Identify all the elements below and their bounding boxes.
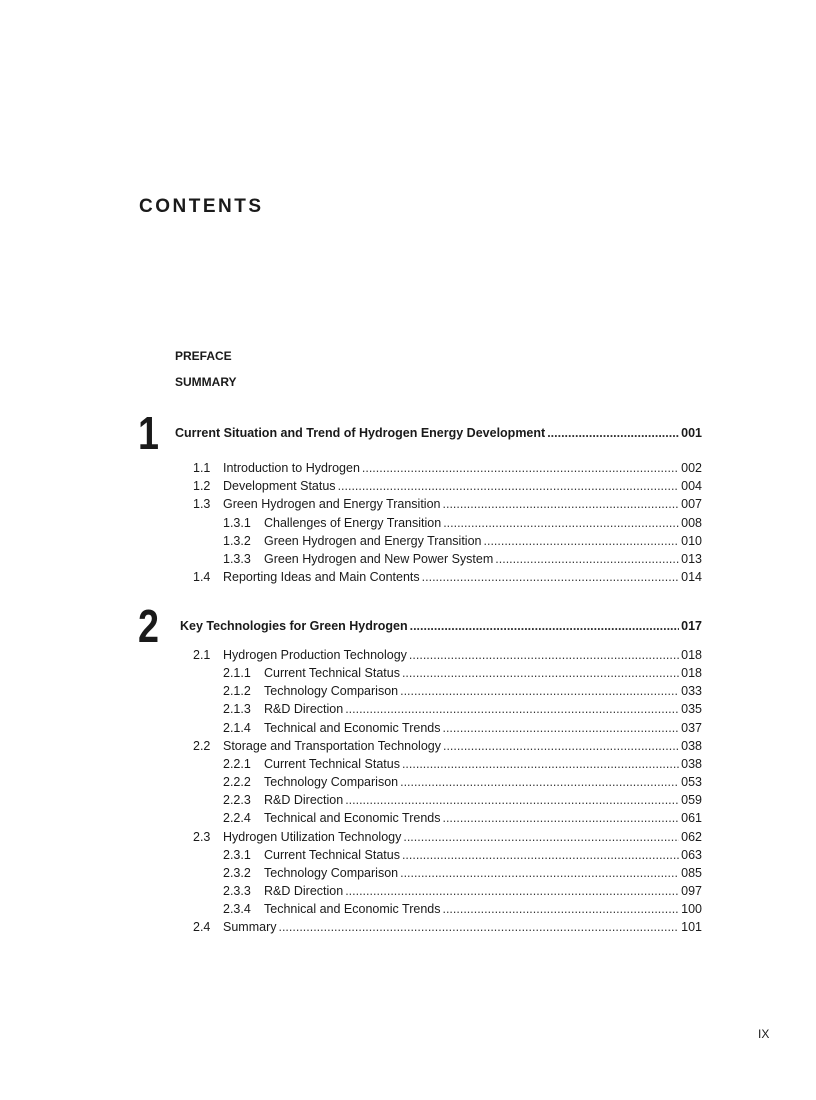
section-title: Reporting Ideas and Main Contents (223, 570, 420, 585)
toc-entry[interactable] (223, 701, 702, 717)
toc-entry[interactable] (223, 720, 702, 736)
section-title: Hydrogen Utilization Technology (223, 829, 402, 844)
section-number: 2.2.1 (223, 756, 251, 771)
toc-preface[interactable]: PREFACE (175, 349, 232, 363)
section-number: 2.2 (193, 738, 211, 753)
section-number: 2.1.2 (223, 684, 251, 699)
page-ref: 010 (681, 533, 702, 548)
chapter-number: 2 (138, 600, 159, 652)
leader-dots (484, 533, 680, 549)
leader-dots (400, 683, 679, 699)
leader-dots (400, 865, 679, 881)
leader-dots (422, 569, 679, 585)
page-number: IX (758, 1027, 770, 1041)
toc-entry[interactable] (223, 901, 702, 917)
section-title: Development Status (223, 479, 336, 494)
section-number: 1.3 (193, 497, 211, 512)
toc-entry[interactable] (223, 865, 702, 881)
chapter-title: Current Situation and Trend of Hydrogen Energy Development (175, 426, 546, 440)
section-title: Current Technical Status (264, 666, 400, 681)
page-ref: 059 (681, 793, 702, 808)
toc-entry[interactable] (223, 883, 702, 899)
section-number: 2.1.3 (223, 702, 251, 717)
page-ref: 053 (681, 775, 702, 790)
section-title: R&D Direction (264, 884, 344, 899)
leader-dots (345, 883, 679, 899)
toc-entry[interactable] (193, 647, 702, 663)
toc-entry[interactable] (193, 919, 702, 935)
toc-summary[interactable]: SUMMARY (175, 375, 237, 389)
section-title: Technical and Economic Trends (264, 902, 441, 917)
page-ref: 007 (681, 497, 702, 512)
section-number: 2.1.1 (223, 666, 251, 681)
leader-dots (403, 829, 679, 845)
section-title: Storage and Transportation Technology (223, 738, 441, 753)
leader-dots (345, 701, 679, 717)
leader-dots (443, 738, 679, 754)
page-ref: 018 (681, 666, 702, 681)
section-number: 1.3.1 (223, 515, 251, 530)
section-title: Summary (223, 920, 277, 935)
toc-chapter-2[interactable] (180, 618, 702, 634)
section-number: 2.4 (193, 920, 211, 935)
toc-chapter-1[interactable] (175, 425, 702, 441)
section-title: Technology Comparison (264, 684, 399, 699)
toc-entry[interactable] (193, 460, 702, 476)
section-title: Green Hydrogen and New Power System (264, 552, 494, 566)
leader-dots (443, 496, 680, 512)
page-ref: 008 (681, 515, 702, 530)
toc-entry[interactable] (193, 829, 702, 845)
page-ref: 002 (681, 461, 702, 475)
page-ref: 033 (681, 684, 702, 699)
page-ref: 017 (681, 619, 702, 633)
page-ref: 001 (681, 426, 702, 440)
page-ref: 014 (681, 570, 702, 585)
toc-entry[interactable] (193, 738, 702, 754)
toc-entry[interactable] (193, 496, 702, 512)
section-number: 2.2.3 (223, 793, 251, 808)
leader-dots (409, 647, 679, 663)
toc-entry[interactable] (223, 533, 702, 549)
toc-entry[interactable] (223, 551, 702, 567)
toc-entry[interactable] (223, 810, 702, 826)
leader-dots (442, 720, 679, 736)
page-ref: 100 (681, 902, 702, 917)
toc-entry[interactable] (223, 774, 702, 790)
leader-dots (495, 551, 679, 567)
leader-dots (442, 901, 679, 917)
section-title: Technical and Economic Trends (264, 811, 441, 826)
section-number: 1.1 (193, 461, 211, 475)
section-number: 1.4 (193, 570, 211, 585)
section-number: 1.2 (193, 479, 211, 494)
section-title: Introduction to Hydrogen (223, 461, 360, 475)
leader-dots (402, 665, 679, 681)
page-ref: 061 (681, 811, 702, 826)
leader-dots (402, 847, 679, 863)
section-title: Technical and Economic Trends (264, 720, 441, 735)
page-ref: 063 (681, 847, 702, 862)
leader-dots (442, 810, 679, 826)
toc-entry[interactable] (223, 683, 702, 699)
chapter-number: 1 (138, 407, 159, 459)
section-title: Technology Comparison (264, 775, 399, 790)
leader-dots (338, 478, 680, 494)
section-number: 2.3.3 (223, 884, 251, 899)
leader-dots (547, 425, 679, 441)
section-number: 1.3.3 (223, 552, 251, 566)
leader-dots (400, 774, 679, 790)
section-title: R&D Direction (264, 793, 344, 808)
leader-dots (402, 756, 679, 772)
section-number: 2.3.1 (223, 847, 251, 862)
section-number: 2.3 (193, 829, 211, 844)
section-number: 2.3.2 (223, 865, 251, 880)
toc-entry[interactable] (223, 756, 702, 772)
section-number: 2.2.2 (223, 775, 251, 790)
toc-entry[interactable] (223, 665, 702, 681)
section-title: Current Technical Status (264, 847, 400, 862)
leader-dots (278, 919, 679, 935)
page-ref: 013 (681, 552, 702, 566)
page-ref: 035 (681, 702, 702, 717)
section-number: 2.2.4 (223, 811, 251, 826)
leader-dots (410, 618, 680, 634)
section-number: 2.1 (193, 648, 211, 662)
section-title: Green Hydrogen and Energy Transition (264, 533, 482, 548)
page-ref: 038 (681, 756, 702, 771)
toc-entry[interactable] (223, 515, 702, 531)
toc-entry[interactable] (193, 478, 702, 494)
page-ref: 097 (681, 884, 702, 899)
section-title: Technology Comparison (264, 865, 399, 880)
page-ref: 038 (681, 738, 702, 753)
toc-entry[interactable] (193, 569, 702, 585)
chapter-title: Key Technologies for Green Hydrogen (180, 619, 408, 633)
leader-dots (362, 460, 679, 476)
section-number: 2.1.4 (223, 720, 251, 735)
section-number: 1.3.2 (223, 533, 251, 548)
page-ref: 018 (681, 648, 702, 662)
page-title: CONTENTS (139, 196, 264, 217)
section-title: R&D Direction (264, 702, 344, 717)
toc-entry[interactable] (223, 847, 702, 863)
section-number: 2.3.4 (223, 902, 251, 917)
section-title: Hydrogen Production Technology (223, 648, 407, 662)
section-title: Challenges of Energy Transition (264, 515, 442, 530)
page-ref: 037 (681, 720, 702, 735)
page-ref: 085 (681, 865, 702, 880)
section-title: Current Technical Status (264, 756, 400, 771)
toc-entry[interactable] (223, 792, 702, 808)
section-title: Green Hydrogen and Energy Transition (223, 497, 441, 512)
leader-dots (443, 515, 679, 531)
page-ref: 062 (681, 829, 702, 844)
page-ref: 004 (681, 479, 702, 494)
page-ref: 101 (681, 920, 702, 935)
leader-dots (345, 792, 679, 808)
